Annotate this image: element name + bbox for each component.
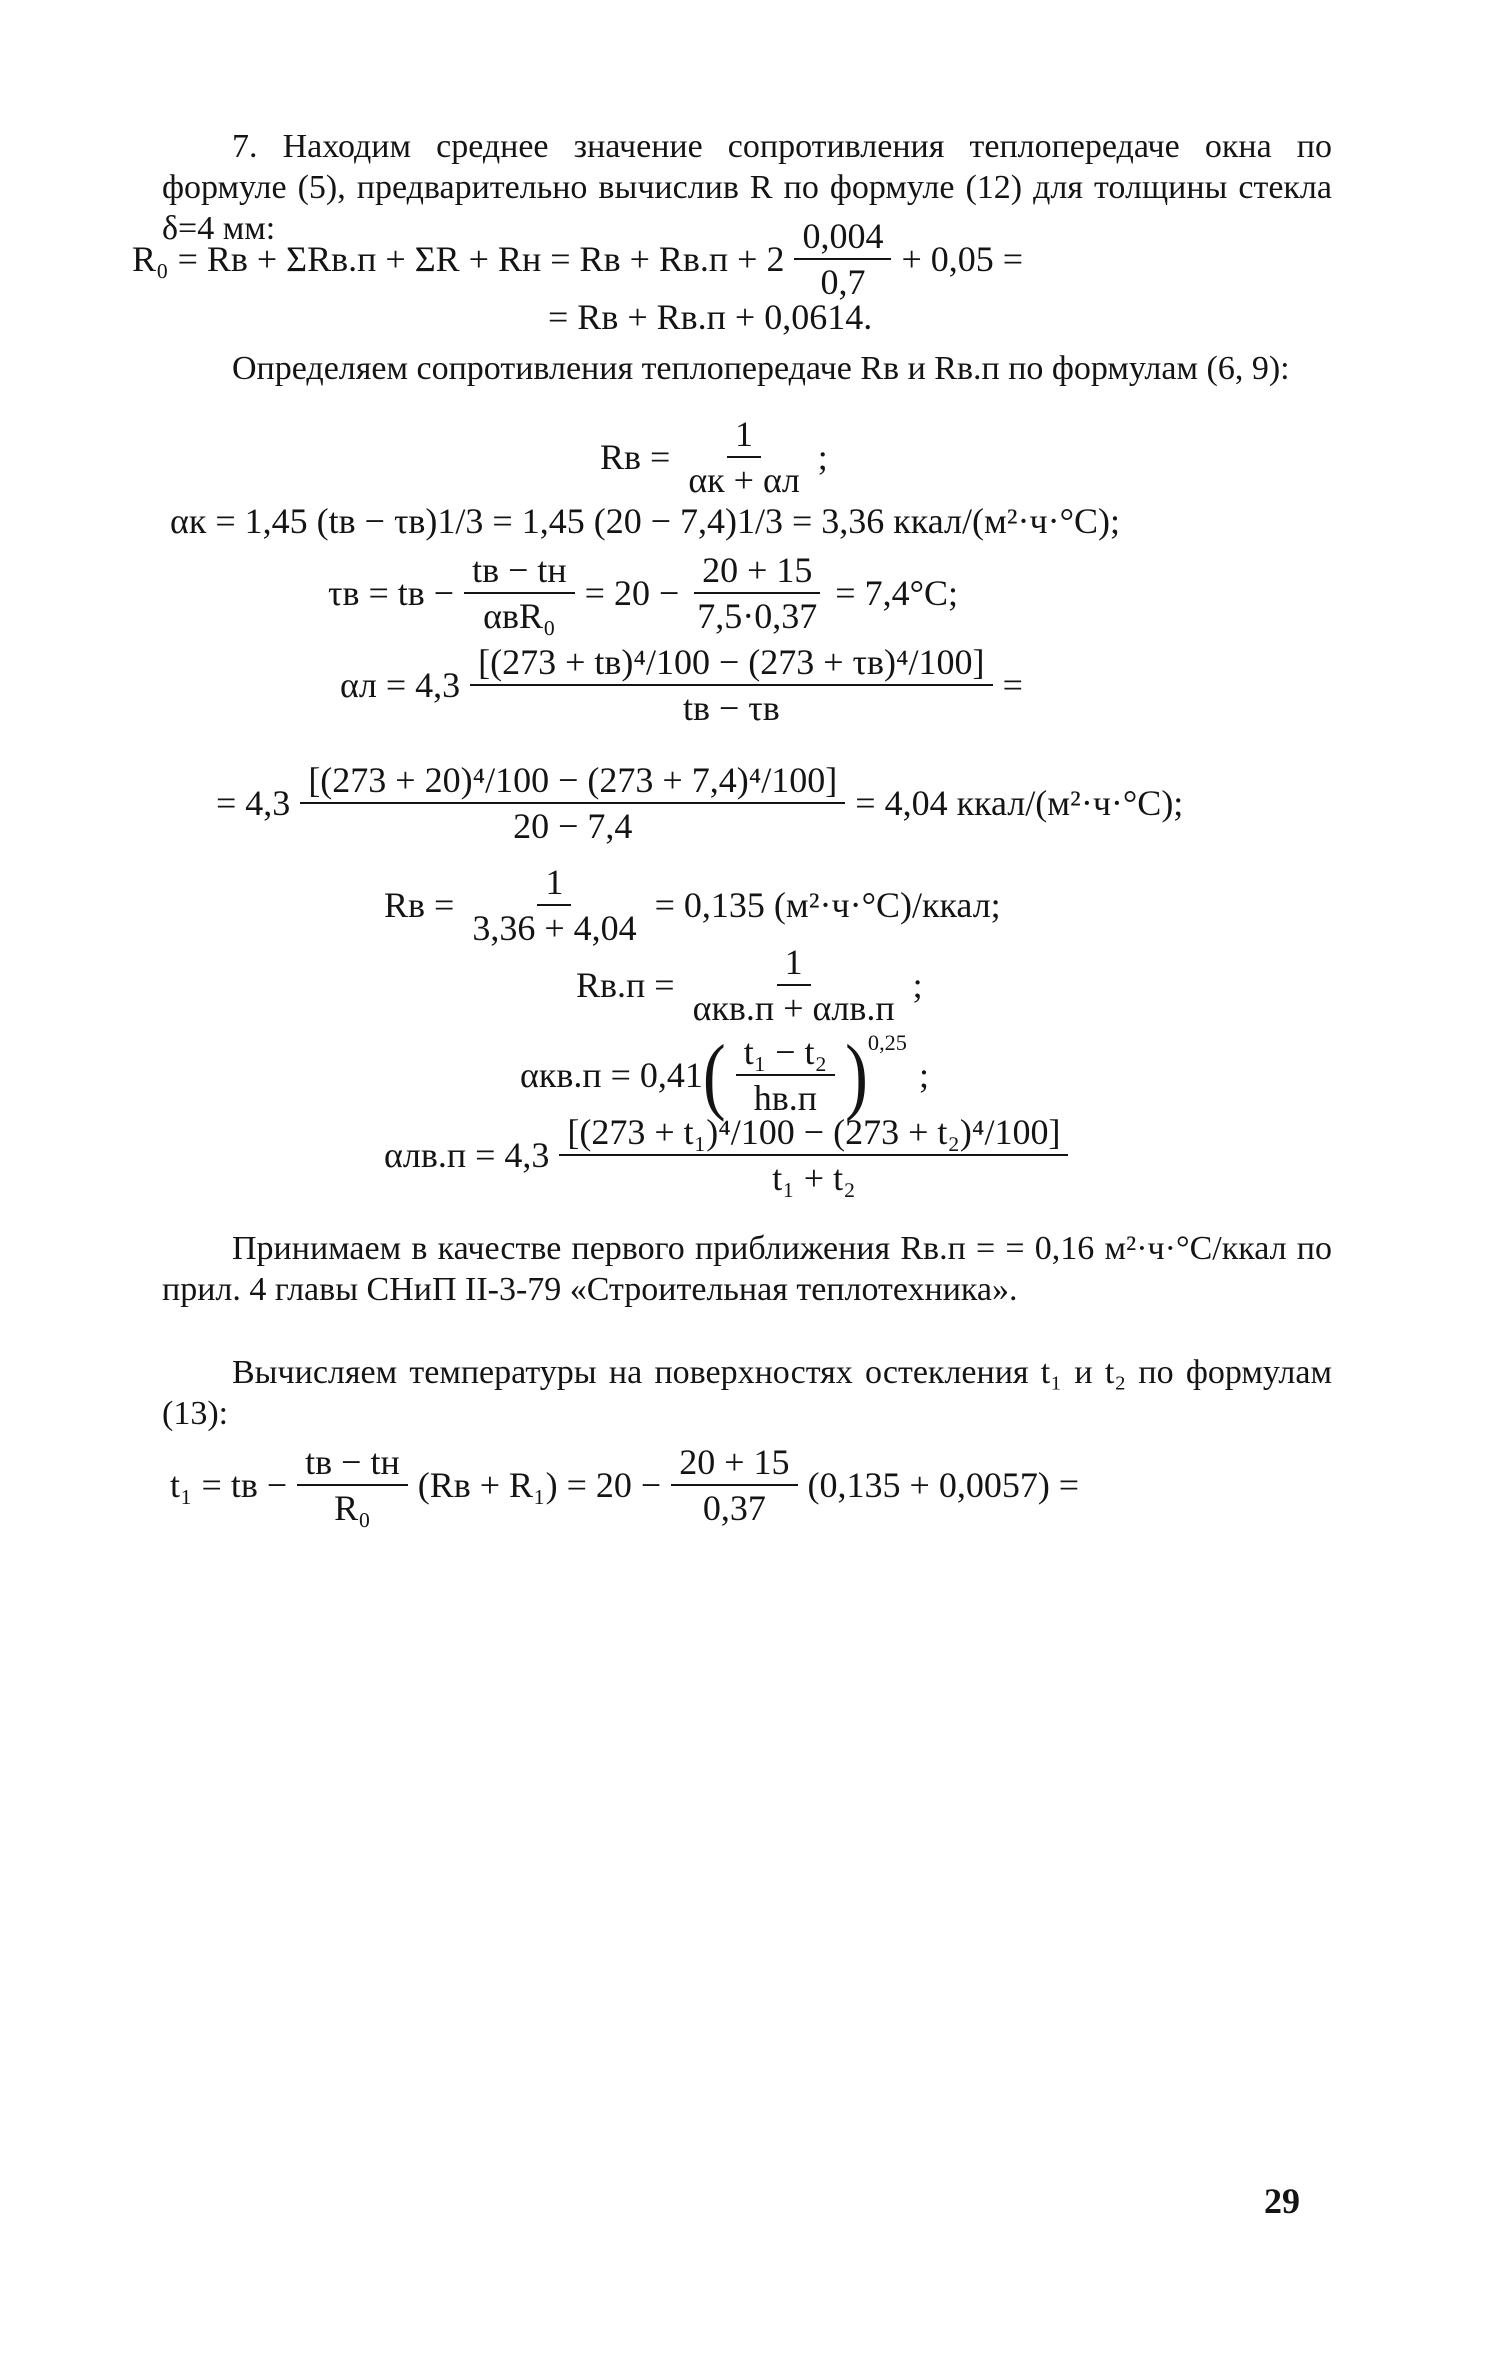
eq-akvp-numerator: t₁ − t₂ [736,1030,835,1076]
eq-rvp-tail: ; [912,965,923,1005]
eq-alpha-l-lhs: αл = 4,3 [340,665,461,705]
eq-akvp-tail: ; [918,1055,929,1095]
eq-t1-den-1: R₀ [334,1488,371,1528]
eq-tau-lhs: τв = tв − [328,573,455,613]
equation-alpha-k [170,500,1120,542]
equation-r0 [132,214,1023,304]
equation-alpha-k-vp [520,1027,929,1123]
eq-r0-denominator: 0,7 [820,262,866,302]
left-paren: ( [702,1027,726,1123]
eq-tau-fraction-2 [689,548,825,638]
eq-rv-value-denominator: 3,36 + 4,04 [472,908,637,948]
eq-alvp-fraction [559,1110,1068,1200]
paragraph-first-approximation: Принимаем в качестве первого приближения Rв.п = = 0,16 м²·ч·°С/ккал по прил. 4 главы СНиП II-3-79 «Строительная теплотехника». [162,1230,1332,1308]
eq-t1-den-2: 0,37 [702,1488,766,1528]
eq-akvp-denominator: hв.п [753,1078,818,1118]
eq-r0-result-text: = Rв + Rв.п + 0,0614. [548,297,873,337]
eq-r0-left: R₀ = Rв + ΣRв.п + ΣR + Rн = Rв + Rв.п + 2 [132,239,785,279]
eq-t1-num-1: tв − tн [297,1440,408,1486]
eq-alpha-l-fraction [470,640,992,730]
eq-alpha-l-num-rhs: = 4,04 ккал/(м²·ч·°C); [855,783,1184,823]
eq-alvp-numerator: [(273 + t₁)⁴/100 − (273 + t₂)⁴/100] [559,1110,1068,1156]
eq-tau-rhs: = 7,4°C; [835,573,958,613]
eq-rv-lhs: Rв = [600,437,671,477]
eq-akvp-exponent: 0,25 [867,1030,907,1055]
eq-tau-fraction-1 [464,548,575,638]
eq-r0-right: + 0,05 = [901,239,1024,279]
eq-t1-rhs: (0,135 + 0,0057) = [807,1465,1080,1505]
eq-akvp-fraction [736,1030,835,1120]
eq-rvp-lhs: Rв.п = [576,965,675,1005]
eq-rvp-fraction [685,940,903,1030]
equation-tau-v [328,548,958,638]
eq-akvp-lhs: αкв.п = 0,41 [520,1055,703,1095]
paragraph-surface-temperatures: Вычисляем температуры на поверхностях остекления t₁ и t₂ по формулам (13): [162,1354,1332,1432]
eq-alpha-l-rhs: = [1002,665,1023,705]
eq-tau-num-1: tв − tн [464,548,575,594]
eq-alpha-l-denominator: tв − τв [682,688,780,728]
eq-t1-mid: (Rв + R₁) = 20 − [417,1465,662,1505]
eq-alpha-l-num-denominator: 20 − 7,4 [513,806,633,846]
equation-t1 [170,1440,1079,1530]
eq-alpha-l-num-lhs: = 4,3 [216,783,291,823]
eq-rv-numerator: 1 [727,412,761,458]
eq-t1-fraction-2 [671,1440,797,1530]
equation-rv [600,412,828,502]
eq-rvp-denominator: αкв.п + αлв.п [692,988,895,1028]
eq-rv-fraction [680,412,807,502]
eq-r0-fraction [794,214,891,304]
equation-r0-result [548,296,872,338]
equation-alpha-l-vp [384,1110,1078,1200]
eq-rv-value-fraction [464,860,644,950]
eq-tau-mid: = 20 − [584,573,680,613]
eq-alpha-l-num-numerator: [(273 + 20)⁴/100 − (273 + 7,4)⁴/100] [300,758,845,804]
eq-alpha-l-numerator: [(273 + tв)⁴/100 − (273 + τв)⁴/100] [470,640,992,686]
eq-t1-lhs: t₁ = tв − [170,1465,288,1505]
eq-rv-value-lhs: Rв = [384,885,455,925]
eq-alpha-k-text: αк = 1,45 (tв − τв)1/3 = 1,45 (20 − 7,4)1/3 = 3,36 ккал/(м²·ч·°C); [170,501,1121,541]
eq-t1-fraction-1 [297,1440,408,1530]
eq-alvp-denominator: t₁ + t₂ [772,1158,856,1198]
eq-alvp-lhs: αлв.п = 4,3 [384,1135,550,1175]
eq-rv-denominator: αк + αл [688,460,800,500]
equation-alpha-l [340,640,1023,730]
right-paren: ) [845,1027,868,1123]
eq-tau-den-2: 7,5·0,37 [697,596,818,636]
eq-rv-value-numerator: 1 [537,860,571,906]
eq-alpha-l-num-fraction [300,758,845,848]
eq-r0-numerator: 0,004 [794,214,891,260]
equation-rv-value [384,860,1001,950]
eq-tau-num-2: 20 + 15 [694,548,820,594]
eq-tau-den-1: αвR₀ [483,596,556,636]
equation-rvp [576,940,923,1030]
eq-rvp-numerator: 1 [777,940,811,986]
eq-rv-value-rhs: = 0,135 (м²·ч·°C)/ккал; [654,885,1001,925]
page-number: 29 [1264,2181,1300,2221]
equation-alpha-l-numeric [216,758,1183,848]
eq-t1-num-2: 20 + 15 [671,1440,797,1486]
eq-rv-tail: ; [817,437,828,477]
paragraph-intro: 7. Находим среднее значение сопротивления теплопередаче окна по формуле (5), предварительно вычислив R по формуле (12) для толщины стекла δ=4 мм: [162,128,1332,247]
paragraph-resistances: Определяем сопротивления теплопередаче Rв и Rв.п по формулам (6, 9): [232,350,1290,387]
